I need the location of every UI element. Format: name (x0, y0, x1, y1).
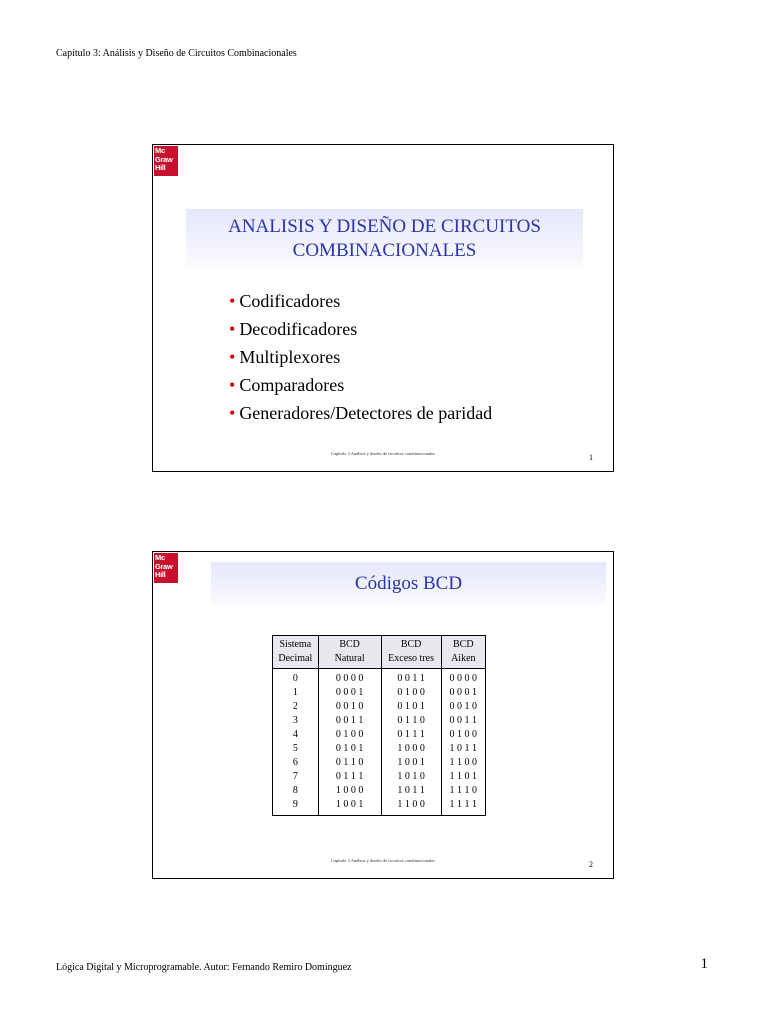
table-cell: 1 1 0 1 (441, 770, 485, 784)
column-header: BCD Exceso tres (381, 636, 441, 669)
logo-line: Hill (155, 570, 166, 579)
table-cell: 1 0 0 0 (381, 742, 441, 756)
bullet-icon: • (229, 291, 236, 311)
bullet-icon: • (229, 375, 236, 395)
column-header: BCD Natural (318, 636, 381, 669)
table-row (273, 798, 486, 816)
slide-1 (152, 144, 614, 472)
table-cell: 0 0 0 0 (318, 669, 381, 687)
slide-1-title-line-2: COMBINACIONALES (292, 240, 477, 261)
table-cell: 8 (273, 784, 319, 798)
slide-2-title: Códigos BCD (211, 562, 606, 605)
table-cell: 0 1 1 1 (318, 770, 381, 784)
mcgraw-hill-logo (154, 146, 178, 176)
table-cell: 0 1 0 0 (318, 728, 381, 742)
table-cell: 0 0 1 0 (441, 700, 485, 714)
table-cell: 0 1 0 0 (441, 728, 485, 742)
mcgraw-hill-logo (154, 553, 178, 583)
table-cell: 9 (273, 798, 319, 816)
table-cell: 1 1 0 0 (441, 756, 485, 770)
table-cell: 5 (273, 742, 319, 756)
list-item (229, 315, 492, 343)
table-cell: 1 0 0 1 (381, 756, 441, 770)
list-item-label: Codificadores (239, 291, 341, 311)
table-cell: 0 0 1 1 (441, 714, 485, 728)
table-cell: 0 1 1 0 (318, 756, 381, 770)
table-cell: 1 0 1 1 (381, 784, 441, 798)
slide-2 (152, 551, 614, 879)
bullet-icon: • (229, 347, 236, 367)
slide-1-footer: Capítulo 3 Análisis y diseño de circuitos combinacionales (330, 451, 436, 456)
table-cell: 0 1 1 0 (381, 714, 441, 728)
list-item (229, 343, 492, 371)
logo-line: Hill (155, 163, 166, 172)
table-cell: 4 (273, 728, 319, 742)
table-row (273, 728, 486, 742)
table-cell: 0 0 1 1 (381, 669, 441, 687)
table-cell: 1 1 1 0 (441, 784, 485, 798)
table-cell: 0 0 1 0 (318, 700, 381, 714)
slide-2-number: 2 (589, 860, 593, 869)
logo-line: Mc (155, 146, 165, 155)
slide-1-number: 1 (589, 453, 593, 462)
page-number: 1 (700, 956, 708, 972)
logo-line: Mc (155, 553, 165, 562)
page-footer: Lógica Digital y Microprogramable. Autor: Fernando Remiro Domínguez (56, 962, 352, 973)
table-cell: 0 0 1 1 (318, 714, 381, 728)
table-cell: 0 0 0 1 (441, 686, 485, 700)
table-cell: 0 0 0 1 (318, 686, 381, 700)
list-item (229, 287, 492, 315)
table-cell: 1 0 1 1 (441, 742, 485, 756)
list-item-label: Decodificadores (239, 319, 358, 339)
slide-2-footer: Capítulo 3 Análisis y diseño de circuitos combinacionales (330, 858, 436, 863)
page-header: Capítulo 3: Análisis y Diseño de Circuitos Combinacionales (56, 48, 297, 59)
table-row (273, 686, 486, 700)
table-row (273, 742, 486, 756)
table-cell: 1 (273, 686, 319, 700)
table-cell: 2 (273, 700, 319, 714)
table-cell: 0 0 0 0 (441, 669, 485, 687)
table-cell: 1 1 1 1 (441, 798, 485, 816)
table-cell: 1 0 0 0 (318, 784, 381, 798)
bullet-icon: • (229, 319, 236, 339)
list-item (229, 399, 492, 427)
topic-list (229, 287, 492, 427)
table-row (273, 714, 486, 728)
table-cell: 6 (273, 756, 319, 770)
logo-line: Graw (155, 154, 173, 164)
table-cell: 0 1 1 1 (381, 728, 441, 742)
logo-line: Graw (155, 561, 173, 571)
table-row (273, 756, 486, 770)
list-item-label: Multiplexores (239, 347, 341, 367)
bcd-table (272, 635, 486, 816)
list-item (229, 371, 492, 399)
table-row (273, 770, 486, 784)
list-item-label: Generadores/Detectores de paridad (239, 403, 493, 423)
list-item-label: Comparadores (239, 375, 345, 395)
table-cell: 0 1 0 1 (381, 700, 441, 714)
column-header: Sistema Decimal (273, 636, 319, 669)
slide-1-title-line-1: ANALISIS Y DISEÑO DE CIRCUITOS (228, 216, 541, 237)
table-cell: 7 (273, 770, 319, 784)
table-cell: 1 0 0 1 (318, 798, 381, 816)
table-cell: 1 0 1 0 (381, 770, 441, 784)
table-cell: 1 1 0 0 (381, 798, 441, 816)
table-cell: 0 (273, 669, 319, 687)
table-cell: 0 1 0 1 (318, 742, 381, 756)
table-row (273, 700, 486, 714)
table-row (273, 669, 486, 687)
bullet-icon: • (229, 403, 236, 423)
table-cell: 3 (273, 714, 319, 728)
slide-1-title (186, 209, 583, 267)
table-row (273, 784, 486, 798)
table-cell: 0 1 0 0 (381, 686, 441, 700)
table-header-row (273, 636, 486, 669)
column-header: BCD Aiken (441, 636, 485, 669)
